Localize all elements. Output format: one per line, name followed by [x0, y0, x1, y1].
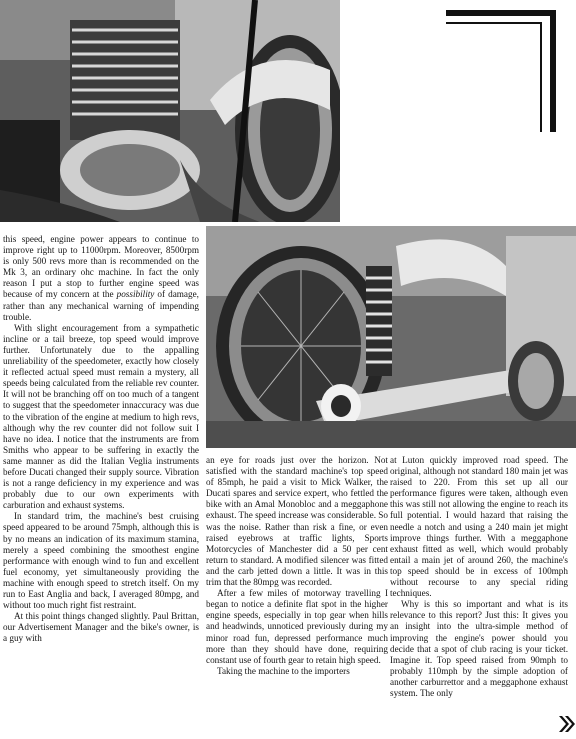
continue-arrows-icon — [558, 713, 576, 735]
paragraph: In standard trim, the machine's best cruising speed appeared to be around 75mph, although this is by no means an indication of its maximum stamina, merely a speed combining the smoothest engine performance with enough wind to fun and excellent fuel economy, yet simultaneously providing the machine with enough speed to stretch itself. On my run to East Anglia and back, I averaged 80mpg, and without too much right fist restraint. — [3, 511, 199, 611]
corner-rule-icon — [446, 10, 556, 132]
paragraph: Taking the machine to the importers — [217, 665, 350, 676]
paragraph: an eye for roads just over the horizon. Not satisfied with the standard machine's top speed of 85mph, he paid a visit to Mick Walker, the Ducati spares and service expert, who fettled the bike with an Amal Monobloc and a meggaphone exhaust. The speed increase was considerable. So was the noise. Rather than risk a fine, or even raised eyebrows at traffic lights, Sports Motorcycles of Manchester did a 50 per cent return to standard. A modified silencer was fitted and the carb jetted down a little. It was in this trim that the 80mpg was recorded. — [206, 455, 388, 588]
paragraph: After a few miles of motorway travelling I began to notice a definite flat spot in the higher engine speeds, especially in top gear when hills and headwinds, unnoticed previously during my minor road fun, depressed performance much more than they should have done, requiring constant use of fourth gear to retain high speed. — [206, 588, 388, 665]
motorcycle-rear-suspension-photo — [206, 226, 576, 448]
paragraph: this speed, engine power appears to continue to improve right up to 11000rpm. Moreover, 8500rpm is only 500 revs more than is recommended on the Mk 3, an ordinary ohc machine. In fact the only reason I put a stop to further engine speed was because of my concern at the possibility of damage, rather than any mechanical warning of impending trouble. — [3, 234, 199, 322]
article-column-2 — [206, 455, 388, 677]
article-column-1 — [3, 234, 199, 644]
emphasis-text: possibility — [116, 289, 155, 300]
paragraph: Why is this so important and what is its relevance to this report? Just this: It gives you an insight into the ultra-simple method of improving the engine's power should you decide that a spot of club racing is your ticket. Imagine it. Top speed raised from 90mph to probably 110mph by the simple adoption of another carburrettor and a meggaphone exhaust system. The only — [390, 599, 568, 698]
paragraph: At this point things changed slightly. Paul Brittan, our Advertisement Manager and the bike's owner, is a guy with — [3, 611, 199, 644]
paragraph: at Luton quickly improved road speed. The original, although not standard 180 main jet was raised to 220. From this set up all our performance figures were taken, although even this was still not allowing the engine to reach its full potential. I would hazard that raising the needle a notch and using a 240 main jet might improve things further. With a meggaphone exhaust fitted as well, which would probably entail a main jet of around 260, the machine's top speed should be in excess of 100mph without recourse to any special riding techniques. — [390, 455, 568, 599]
motorcycle-engine-photo — [0, 0, 340, 222]
suspension-photo-graphic — [206, 226, 576, 448]
engine-photo-graphic — [0, 0, 340, 222]
paragraph: With slight encouragement from a sympathetic incline or a tail breeze, top speed would improve further. Unfortunately due to the appalling unreliability of the speedometer, exactly how closely it reflected actual speed must remain a mystery, all speeds being calculated from the reliable rev counter. It will not be branching off on too much of a tangent to suggest that the speedometer innaccuracy was due to the vibration of the engine at medium to high revs, although why the rev counter did not follow suit I have no idea. I notice that the instruments are from Smiths who appear to be suffering in exactly the same manner as did the Italian Veglia instruments before Ducati changed their supply source. Vibration is not a range deficiency in my experience and was probably due to our own experiments with carburation and exhaust systems. — [3, 322, 199, 511]
article-column-3 — [390, 455, 568, 699]
